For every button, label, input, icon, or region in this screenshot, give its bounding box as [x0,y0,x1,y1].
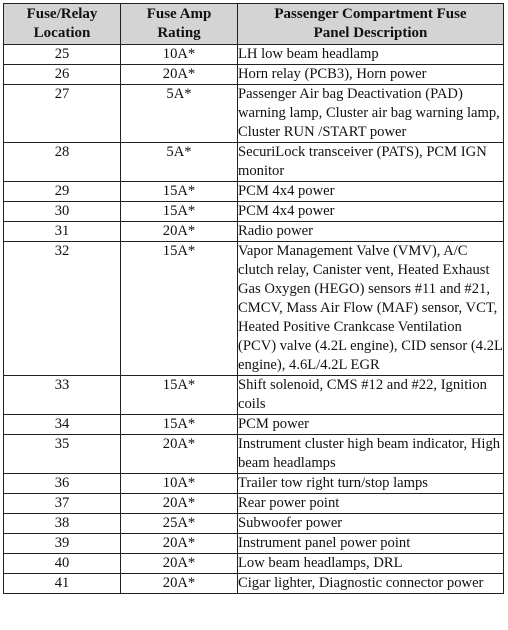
fuse-description: Passenger Air bag Deactivation (PAD) warning lamp, Cluster air bag warning lamp, Cluster RUN /START power [238,85,504,143]
fuse-location: 33 [4,376,121,415]
header-amp-line1: Fuse Amp [146,6,212,22]
table-row [4,376,504,415]
fuse-amp-rating: 20A* [121,574,238,594]
fuse-amp-rating: 15A* [121,202,238,222]
table-row [4,222,504,242]
fuse-description: Low beam headlamps, DRL [238,554,504,574]
table-row [4,65,504,85]
fuse-description: Trailer tow right turn/stop lamps [238,474,504,494]
fuse-description: SecuriLock transceiver (PATS), PCM IGN monitor [238,143,504,182]
fuse-amp-rating: 20A* [121,534,238,554]
fuse-location: 27 [4,85,121,143]
fuse-description: Horn relay (PCB3), Horn power [238,65,504,85]
fuse-description: Cigar lighter, Diagnostic connector power [238,574,504,594]
fuse-location: 25 [4,45,121,65]
fuse-description: PCM 4x4 power [238,202,504,222]
table-row [4,514,504,534]
fuse-location: 39 [4,534,121,554]
fuse-amp-rating: 20A* [121,65,238,85]
fuse-amp-rating: 20A* [121,222,238,242]
fuse-amp-rating: 15A* [121,182,238,202]
header-location-line1: Fuse/Relay [26,6,98,22]
fuse-location: 30 [4,202,121,222]
table-row [4,242,504,376]
fuse-amp-rating: 15A* [121,376,238,415]
fuse-amp-rating: 20A* [121,494,238,514]
table-row [4,435,504,474]
header-location [4,4,121,45]
table-body [4,45,504,594]
table-row [4,474,504,494]
fuse-description: LH low beam headlamp [238,45,504,65]
table-row [4,182,504,202]
fuse-amp-rating: 20A* [121,554,238,574]
table-row [4,202,504,222]
header-description [238,4,504,45]
fuse-description: Instrument panel power point [238,534,504,554]
fuse-description: Rear power point [238,494,504,514]
fuse-amp-rating: 5A* [121,143,238,182]
fuse-location: 37 [4,494,121,514]
table-row [4,45,504,65]
table-header [4,4,504,45]
table-row [4,554,504,574]
table-row [4,574,504,594]
table-row [4,534,504,554]
fuse-location: 36 [4,474,121,494]
fuse-amp-rating: 10A* [121,45,238,65]
fuse-amp-rating: 10A* [121,474,238,494]
fuse-location: 38 [4,514,121,534]
fuse-amp-rating: 15A* [121,242,238,376]
fuse-location: 40 [4,554,121,574]
fuse-description: PCM power [238,415,504,435]
fuse-location: 31 [4,222,121,242]
fuse-description: PCM 4x4 power [238,182,504,202]
fuse-description: Vapor Management Valve (VMV), A/C clutch relay, Canister vent, Heated Exhaust Gas Oxygen (HEGO) sensors #11 and #21, CMCV, Mass Air Flow (MAF) sensor, VCT, Heated Positive Crankcase Ventilation (PCV) valve (4.2L engine), CID sensor (4.2L engine), 4.6L/4.2L EGR [238,242,504,376]
table-row [4,85,504,143]
fuse-location: 34 [4,415,121,435]
header-desc-line2: Panel Description [313,25,428,41]
header-location-line2: Location [33,25,91,41]
fuse-location: 32 [4,242,121,376]
fuse-location: 28 [4,143,121,182]
fuse-amp-rating: 20A* [121,435,238,474]
fuse-location: 29 [4,182,121,202]
header-amp-line2: Rating [157,25,201,41]
fuse-amp-rating: 25A* [121,514,238,534]
fuse-description: Radio power [238,222,504,242]
fuse-amp-rating: 5A* [121,85,238,143]
fuse-description: Shift solenoid, CMS #12 and #22, Ignition coils [238,376,504,415]
fuse-table [3,3,504,594]
header-amp-rating [121,4,238,45]
table-row [4,415,504,435]
fuse-location: 26 [4,65,121,85]
fuse-location: 35 [4,435,121,474]
table-row [4,143,504,182]
table-row [4,494,504,514]
header-desc-line1: Passenger Compartment Fuse [274,6,467,22]
fuse-amp-rating: 15A* [121,415,238,435]
fuse-description: Instrument cluster high beam indicator, High beam headlamps [238,435,504,474]
header-row [4,4,504,45]
fuse-location: 41 [4,574,121,594]
fuse-description: Subwoofer power [238,514,504,534]
